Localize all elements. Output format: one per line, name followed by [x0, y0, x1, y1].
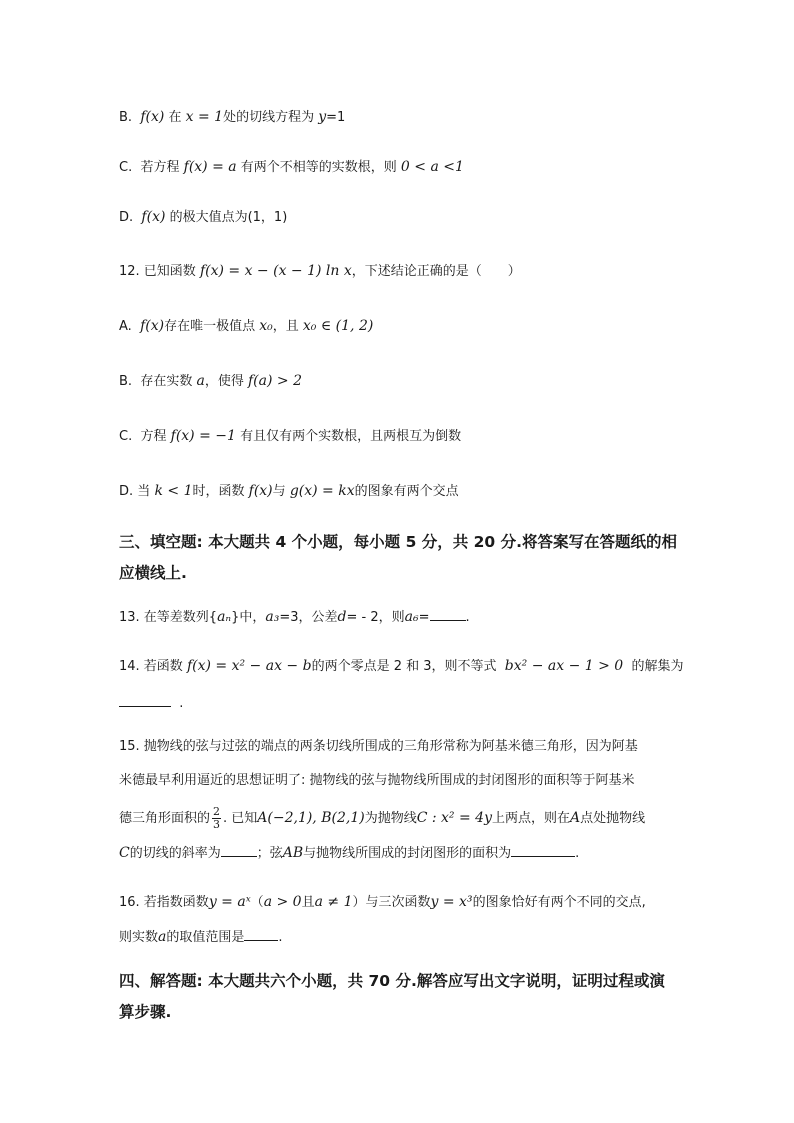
- answer-blank-area[interactable]: [511, 844, 575, 857]
- section-3-heading-line2: 应横线上.: [119, 564, 187, 582]
- question-15-line2: 米德最早利用逼近的思想证明了: 抛物线的弦与抛物线所围成的封闭图形的面积等于阿基米: [119, 773, 635, 788]
- question-12-option-d: D. 当 k < 1时，函数 f(x)与 g(x) = kx的图象有两个交点: [119, 483, 459, 499]
- question-14-line2: .: [119, 694, 183, 714]
- answer-blank-slope[interactable]: [221, 844, 257, 857]
- question-14-line1: 14. 若函数 f(x) = x² − ax − b的两个零点是 2 和 3，则不等式 bx² − ax − 1 > 0 的解集为: [119, 658, 684, 674]
- section-4-heading-line2: 算步骤.: [119, 1003, 172, 1021]
- section-4-heading-line1: 四、解答题: 本大题共六个小题，共 70 分.解答应写出文字说明，证明过程或演: [119, 972, 665, 990]
- question-15-line1: 15. 抛物线的弦与过弦的端点的两条切线所围成的三角形常称为阿基米德三角形，因为阿基: [119, 739, 638, 754]
- fraction-two-thirds: $\frac{2}{3}$: [213, 805, 221, 831]
- question-15-line4: C的切线的斜率为 ；弦AB与抛物线所围成的封闭图形的面积为 .: [119, 845, 580, 861]
- question-12-stem: 12. 已知函数 f(x) = x − (x − 1) ln x，下述结论正确的是（ ）: [119, 263, 521, 279]
- question-15-line3: 德三角形面积的 $\frac{2}{3}$ . 已知A(−2,1), B(2,1)为抛物线C : x² = 4y上两点，则在A点处抛物线: [119, 805, 646, 831]
- question-16-line1: 16. 若指数函数y = aˣ（a > 0且a ≠ 1）与三次函数y = x³的图象恰好有两个不同的交点,: [119, 894, 646, 910]
- option-b-prev: B. f(x) 在 x = 1处的切线方程为 y=1: [119, 109, 346, 125]
- question-12-option-b: B. 存在实数 a，使得 f(a) > 2: [119, 373, 302, 389]
- question-12-option-c: C. 方程 f(x) = −1 有且仅有两个实数根，且两根互为倒数: [119, 428, 462, 444]
- answer-blank[interactable]: [119, 694, 171, 707]
- question-13: 13. 在等差数列{aₙ}中，a₃=3，公差d= - 2，则a₆= .: [119, 609, 470, 625]
- answer-blank[interactable]: [430, 608, 466, 621]
- option-d-prev: D. f(x) 的极大值点为(1，1): [119, 209, 288, 225]
- option-c-prev: C. 若方程 f(x) = a 有两个不相等的实数根，则 0 < a <1: [119, 159, 464, 175]
- question-12-option-a: A. f(x)存在唯一极值点 x₀，且 x₀ ∈ (1, 2): [119, 318, 374, 334]
- answer-blank[interactable]: [244, 928, 278, 941]
- section-3-heading-line1: 三、填空题: 本大题共 4 个小题，每小题 5 分，共 20 分.将答案写在答题纸的相: [119, 533, 678, 551]
- question-16-line2: 则实数a的取值范围是 .: [119, 929, 283, 945]
